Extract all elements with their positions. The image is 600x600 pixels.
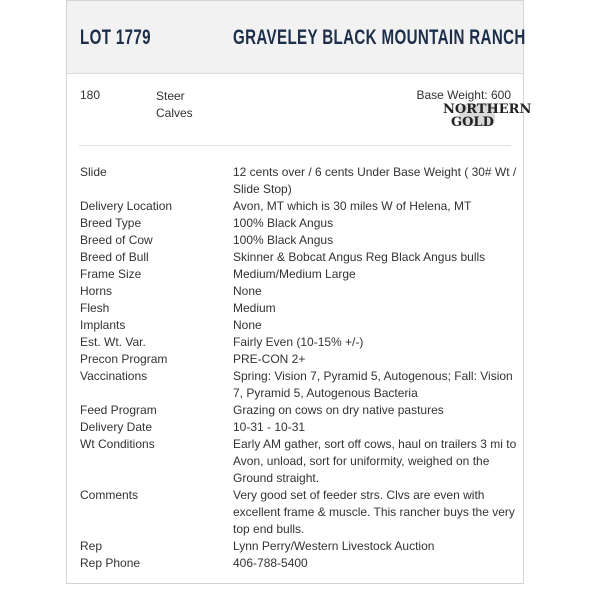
detail-label: Implants bbox=[80, 318, 126, 332]
detail-label: Vaccinations bbox=[80, 369, 148, 383]
detail-label: Flesh bbox=[80, 301, 110, 315]
detail-row bbox=[80, 555, 518, 572]
detail-label: Comments bbox=[80, 488, 139, 502]
logo-line-1: NORTHERN bbox=[443, 102, 532, 117]
detail-row bbox=[80, 351, 518, 368]
detail-label: Est. Wt. Var. bbox=[80, 335, 146, 349]
detail-row bbox=[80, 334, 518, 351]
detail-value: Skinner & Bobcat Angus Reg Black Angus bulls bbox=[233, 250, 486, 264]
detail-label: Delivery Date bbox=[80, 420, 153, 434]
detail-label: Delivery Location bbox=[80, 199, 173, 213]
logo-line-2: GOLD bbox=[451, 115, 494, 130]
detail-value: None bbox=[233, 318, 262, 332]
detail-row bbox=[80, 215, 518, 232]
detail-row bbox=[80, 368, 518, 402]
detail-row bbox=[80, 232, 518, 249]
detail-label: Precon Program bbox=[80, 352, 168, 366]
detail-value: 12 cents over / 6 cents Under Base Weight ( 30# Wt / Slide Stop) bbox=[233, 165, 517, 196]
detail-row bbox=[80, 402, 518, 419]
detail-value: Lynn Perry/Western Livestock Auction bbox=[233, 539, 435, 553]
ranch-name: GRAVELEY BLACK MOUNTAIN RANCH bbox=[233, 26, 526, 49]
lot-number: LOT 1779 bbox=[80, 26, 151, 49]
lot-card bbox=[66, 0, 532, 584]
detail-row bbox=[80, 164, 518, 198]
detail-value: Medium/Medium Large bbox=[233, 267, 356, 281]
detail-label: Feed Program bbox=[80, 403, 157, 417]
detail-label: Breed of Cow bbox=[80, 233, 153, 247]
detail-value: 406-788-5400 bbox=[233, 556, 308, 570]
detail-label: Breed Type bbox=[80, 216, 142, 230]
detail-row bbox=[80, 487, 518, 538]
detail-label: Rep Phone bbox=[80, 556, 141, 570]
detail-row bbox=[80, 283, 518, 300]
detail-label: Breed of Bull bbox=[80, 250, 149, 264]
divider bbox=[79, 145, 511, 146]
detail-row bbox=[80, 436, 518, 487]
detail-value: None bbox=[233, 284, 262, 298]
lot-details bbox=[80, 164, 518, 572]
lot-summary bbox=[67, 73, 532, 145]
cattle-type: Steer Calves bbox=[156, 89, 193, 120]
detail-value: 10-31 - 10-31 bbox=[233, 420, 306, 434]
detail-row bbox=[80, 249, 518, 266]
lot-header bbox=[67, 1, 526, 74]
detail-row bbox=[80, 538, 518, 555]
head-count: 180 bbox=[80, 88, 101, 102]
detail-label: Frame Size bbox=[80, 267, 142, 281]
detail-value: Grazing on cows on dry native pastures bbox=[233, 403, 444, 417]
detail-row bbox=[80, 266, 518, 283]
detail-row bbox=[80, 419, 518, 436]
detail-value: 100% Black Angus bbox=[233, 233, 334, 247]
detail-label: Wt Conditions bbox=[80, 437, 155, 451]
detail-value: Medium bbox=[233, 301, 276, 315]
base-weight: Base Weight: 600 bbox=[416, 88, 511, 102]
detail-value: Avon, MT which is 30 miles W of Helena, MT bbox=[233, 199, 472, 213]
detail-value: Early AM gather, sort off cows, haul on trailers 3 mi to Avon, unload, sort for uniformity, weighed on the Ground straight. bbox=[233, 437, 517, 485]
detail-label: Slide bbox=[80, 165, 107, 179]
detail-value: Fairly Even (10-15% +/-) bbox=[233, 335, 364, 349]
detail-row bbox=[80, 317, 518, 334]
detail-label: Horns bbox=[80, 284, 113, 298]
northern-gold-logo bbox=[443, 101, 532, 130]
detail-value: Very good set of feeder strs. Clvs are even with excellent frame & muscle. This rancher buys the very top end bulls. bbox=[233, 488, 515, 536]
detail-label: Rep bbox=[80, 539, 103, 553]
detail-value: Spring: Vision 7, Pyramid 5, Autogenous; Fall: Vision 7, Pyramid 5, Autogenous Bacteria bbox=[233, 369, 513, 400]
detail-value: 100% Black Angus bbox=[233, 216, 334, 230]
detail-value: PRE-CON 2+ bbox=[233, 352, 306, 366]
detail-row bbox=[80, 198, 518, 215]
detail-row bbox=[80, 300, 518, 317]
